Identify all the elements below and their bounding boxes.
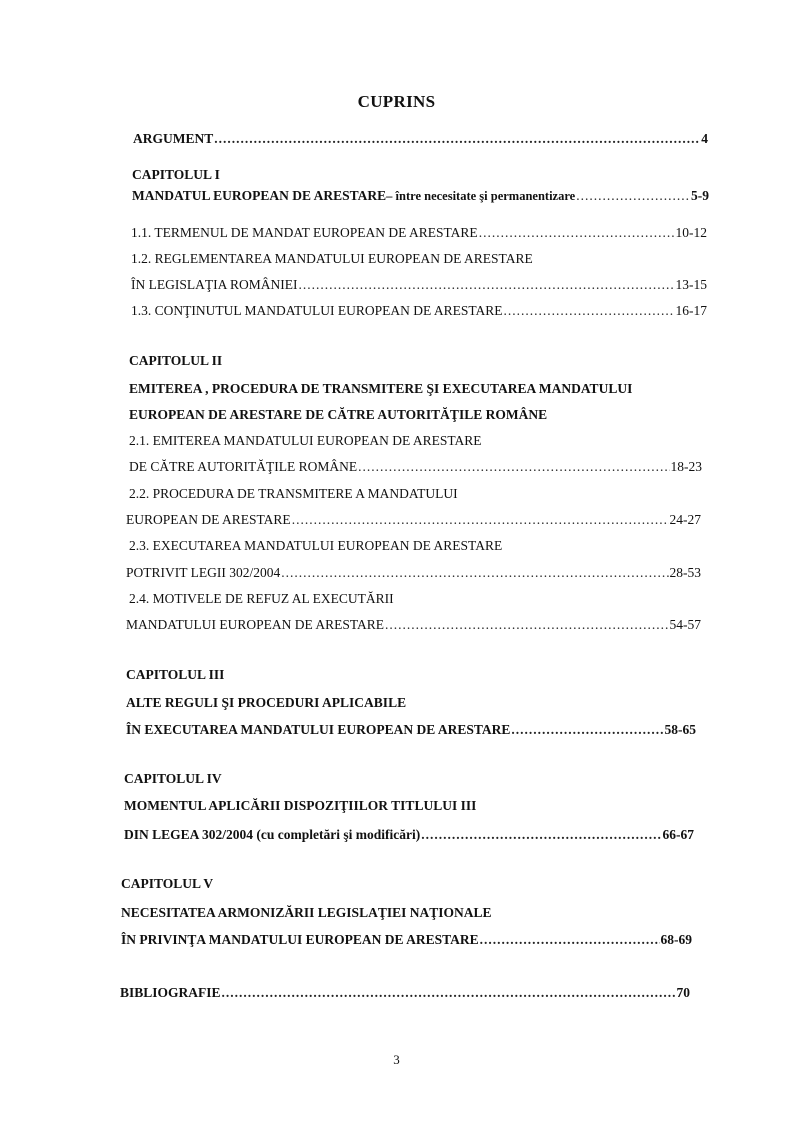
leader-dots	[385, 616, 668, 634]
toc-page: 18-23	[670, 459, 702, 474]
leader-dots	[421, 826, 661, 844]
toc-page: 16-17	[675, 303, 707, 318]
toc-label: POTRIVIT LEGII 302/2004	[126, 565, 281, 580]
toc-row-chapter-4[interactable]	[124, 826, 694, 844]
toc-label: EUROPEAN DE ARESTARE	[126, 512, 291, 527]
toc-page: 4	[701, 131, 708, 146]
toc-label: 1.3. CONŢINUTUL MANDATULUI EUROPEAN DE ARESTARE	[131, 303, 503, 318]
toc-label: ÎN PRIVINŢA MANDATULUI EUROPEAN DE ARESTARE	[121, 932, 479, 947]
toc-label-2-2-line1: 2.2. PROCEDURA DE TRANSMITERE A MANDATULUI	[129, 486, 458, 501]
chapter-title-main: MANDATUL EUROPEAN DE ARESTARE	[132, 188, 387, 203]
toc-row-bibliography[interactable]	[120, 984, 690, 1002]
toc-page: 66-67	[662, 827, 694, 842]
leader-dots	[298, 276, 674, 294]
chapter-heading-2: CAPITOLUL II	[129, 353, 223, 368]
chapter-title-1[interactable]	[132, 187, 709, 205]
chapter-heading-4: CAPITOLUL IV	[124, 771, 222, 786]
toc-label: ARGUMENT	[133, 131, 214, 146]
toc-row-2-4[interactable]	[126, 616, 701, 634]
chapter-title-sub: – între necesitate şi permanentizare	[386, 189, 576, 203]
chapter-title-2-line2[interactable]: EUROPEAN DE ARESTARE DE CĂTRE AUTORITĂŢILE ROMÂNE	[129, 407, 548, 422]
toc-row-1-2[interactable]	[131, 276, 707, 294]
toc-row-1-1[interactable]	[131, 224, 707, 242]
chapter-heading-3: CAPITOLUL III	[126, 667, 225, 682]
chapter-title-4-line1: MOMENTUL APLICĂRII DISPOZIŢIILOR TITLULUI III	[124, 798, 477, 813]
toc-page: 10-12	[675, 225, 707, 240]
toc-label-1-2-line1: 1.2. REGLEMENTAREA MANDATULUI EUROPEAN DE ARESTARE	[131, 251, 533, 266]
toc-page: 70	[676, 985, 690, 1000]
toc-label: ÎN LEGISLAŢIA ROMÂNIEI	[131, 277, 298, 292]
leader-dots	[222, 984, 676, 1002]
toc-label: DIN LEGEA 302/2004 (cu completări şi modificări)	[124, 827, 421, 842]
toc-label-2-4-line1: 2.4. MOTIVELE DE REFUZ AL EXECUTĂRII	[129, 591, 394, 606]
toc-label: 1.1. TERMENUL DE MANDAT EUROPEAN DE ARESTARE	[131, 225, 478, 240]
leader-dots	[576, 187, 690, 205]
chapter-heading-5: CAPITOLUL V	[121, 876, 214, 891]
toc-row-2-1[interactable]	[129, 458, 702, 476]
leader-dots	[480, 931, 660, 949]
toc-row-chapter-5[interactable]	[121, 931, 692, 949]
toc-label-2-1-line1: 2.1. EMITEREA MANDATULUI EUROPEAN DE ARESTARE	[129, 433, 482, 448]
page-number: 3	[393, 1052, 400, 1067]
toc-row-2-3[interactable]	[126, 564, 701, 582]
page-title: CUPRINS	[357, 92, 436, 111]
toc-row-1-3[interactable]	[131, 302, 707, 320]
chapter-title-2-line1[interactable]: EMITEREA , PROCEDURA DE TRANSMITERE ŞI EXECUTAREA MANDATULUI	[129, 381, 633, 396]
toc-row-chapter-3[interactable]	[126, 721, 696, 739]
toc-label: ÎN EXECUTAREA MANDATULUI EUROPEAN DE ARESTARE	[126, 722, 511, 737]
toc-page: 68-69	[660, 932, 692, 947]
leader-dots	[292, 511, 669, 529]
chapter-heading-1: CAPITOLUL I	[132, 167, 220, 182]
toc-label-2-3-line1: 2.3. EXECUTAREA MANDATULUI EUROPEAN DE ARESTARE	[129, 538, 503, 553]
leader-dots	[214, 130, 700, 148]
leader-dots	[479, 224, 675, 242]
toc-label: MANDATULUI EUROPEAN DE ARESTARE	[126, 617, 385, 632]
toc-label: DE CĂTRE AUTORITĂŢILE ROMÂNE	[129, 459, 358, 474]
toc-page: 28-53	[669, 565, 701, 580]
toc-page: 5-9	[691, 188, 709, 203]
toc-row-2-2[interactable]	[126, 511, 701, 529]
toc-page: 24-27	[669, 512, 701, 527]
toc-page: 58-65	[664, 722, 696, 737]
leader-dots	[358, 458, 669, 476]
leader-dots	[281, 564, 668, 582]
toc-row-argument[interactable]	[133, 130, 708, 148]
toc-page: 54-57	[669, 617, 701, 632]
toc-page: 13-15	[675, 277, 707, 292]
toc-label: BIBLIOGRAFIE	[120, 985, 221, 1000]
leader-dots	[511, 721, 663, 739]
leader-dots	[504, 302, 675, 320]
chapter-title-5-line1: NECESITATEA ARMONIZĂRII LEGISLAŢIEI NAŢIONALE	[121, 905, 492, 920]
chapter-title-3-line1: ALTE REGULI ŞI PROCEDURI APLICABILE	[126, 695, 407, 710]
